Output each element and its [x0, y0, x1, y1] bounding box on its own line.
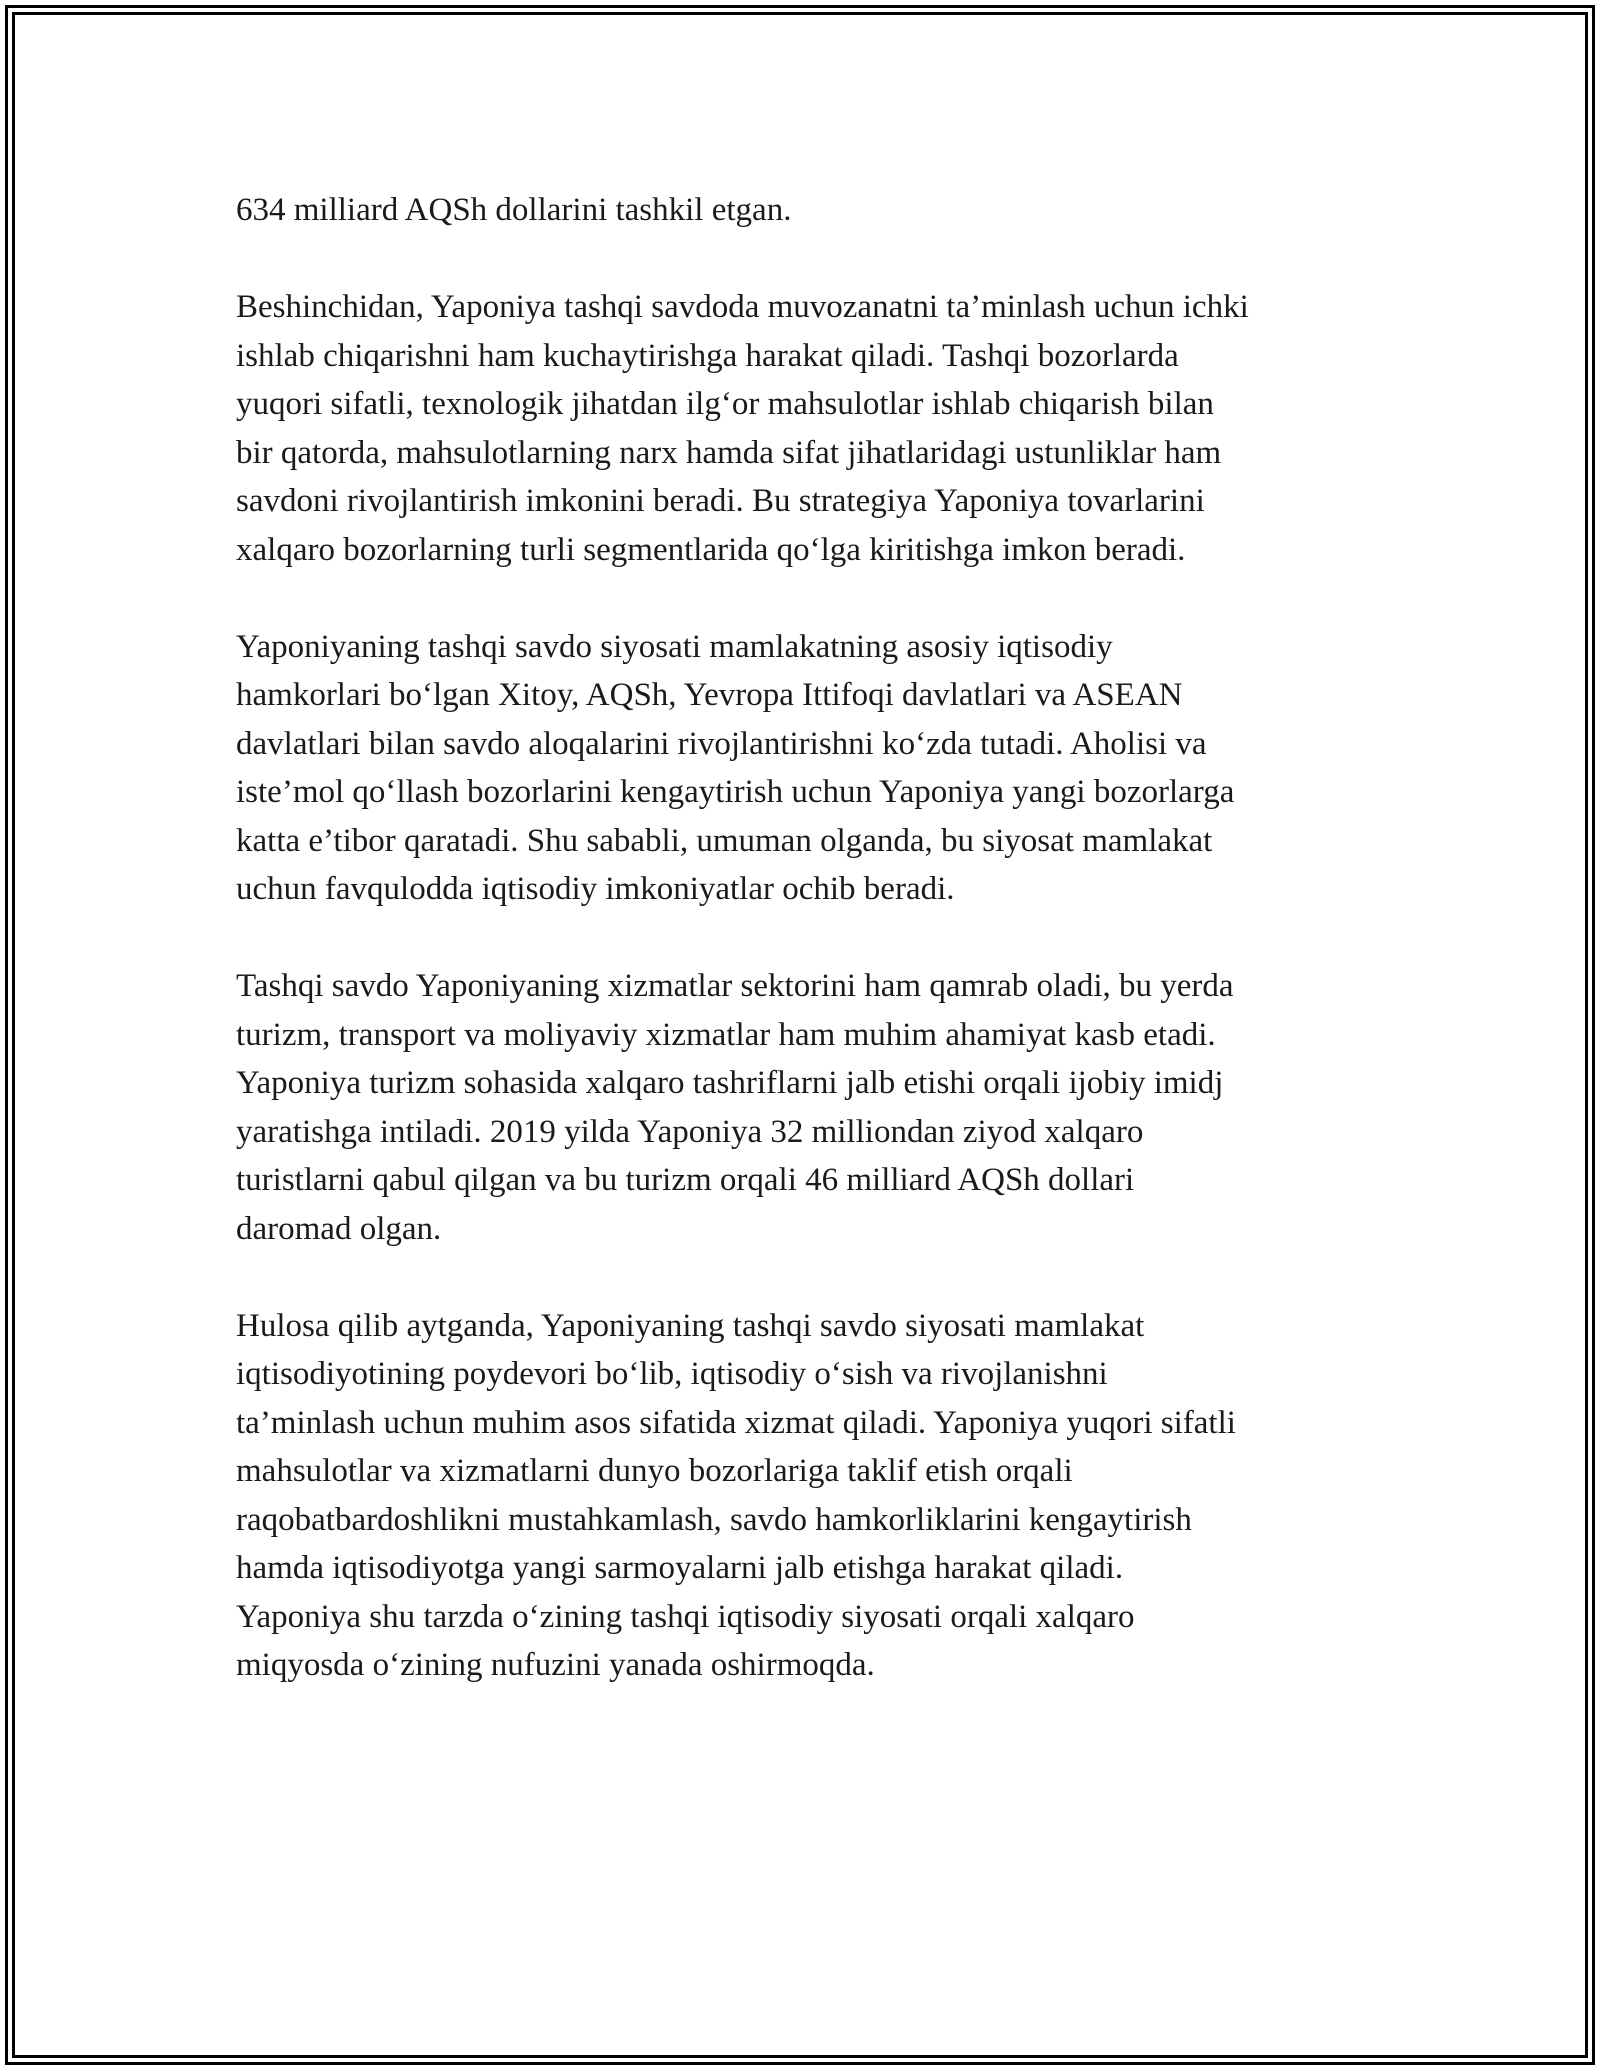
paragraph-1 [236, 186, 1376, 235]
text-line: turistlarni qabul qilgan va bu turizm orqali 46 milliard AQSh dollari [236, 1162, 1135, 1198]
text-line: Beshinchidan, Yaponiya tashqi savdoda muvozanatni ta’minlash uchun ichki [236, 289, 1249, 325]
text-line: iste’mol qo‘llash bozorlarini kengaytirish uchun Yaponiya yangi bozorlarga [236, 774, 1235, 810]
text-line: yaratishga intiladi. 2019 yilda Yaponiya 32 milliondan ziyod xalqaro [236, 1113, 1144, 1150]
text-line: uchun favqulodda iqtisodiy imkoniyatlar ochib beradi. [236, 871, 955, 907]
text-line: raqobatbardoshlikni mustahkamlash, savdo hamkorliklarini kengaytirish [236, 1501, 1192, 1538]
text-line: savdoni rivojlantirish imkonini beradi. Bu strategiya Yaponiya tovarlarini [236, 483, 1205, 519]
text-line: davlatlari bilan savdo aloqalarini rivojlantirishni ko‘zda tutadi. Aholisi va [236, 725, 1207, 762]
text-line: turizm, transport va moliyaviy xizmatlar ham muhim ahamiyat kasb etadi. [236, 1016, 1216, 1053]
text-line: Yaponiya shu tarzda o‘zining tashqi iqtisodiy siyosati orqali xalqaro [236, 1598, 1135, 1635]
text-line: yuqori sifatli, texnologik jihatdan ilg‘or mahsulotlar ishlab chiqarish bilan [236, 386, 1214, 422]
paragraph-3 [236, 623, 1376, 914]
text-line: miqyosda o‘zining nufuzini yanada oshirmoqda. [236, 1647, 875, 1683]
text-line: daromad olgan. [236, 1210, 442, 1247]
paragraph-2 [236, 283, 1376, 574]
text-line: 634 milliard AQSh dollarini tashkil etgan. [236, 192, 792, 228]
text-line: Yaponiyaning tashqi savdo siyosati mamlakatning asosiy iqtisodiy [236, 628, 1113, 665]
text-line: Hulosa qilib aytganda, Yaponiyaning tashqi savdo siyosati mamlakat [236, 1307, 1145, 1344]
text-line: hamkorlari bo‘lgan Xitoy, AQSh, Yevropa Ittifoqi davlatlari va ASEAN [236, 677, 1183, 713]
text-line: mahsulotlar va xizmatlarni dunyo bozorlariga taklif etish orqali [236, 1453, 1073, 1489]
document-body [236, 186, 1376, 1738]
text-line: bir qatorda, mahsulotlarning narx hamda sifat jihatlaridagi ustunliklar ham [236, 434, 1222, 471]
text-line: xalqaro bozorlarning turli segmentlarida qo‘lga kiritishga imkon beradi. [236, 531, 1186, 568]
text-line: ishlab chiqarishni ham kuchaytirishga harakat qiladi. Tashqi bozorlarda [236, 337, 1179, 374]
text-line: ta’minlash uchun muhim asos sifatida xizmat qiladi. Yaponiya yuqori sifatli [236, 1404, 1236, 1441]
text-line: Tashqi savdo Yaponiyaning xizmatlar sektorini ham qamrab oladi, bu yerda [236, 968, 1234, 1004]
text-line: iqtisodiyotining poydevori bo‘lib, iqtisodiy o‘sish va rivojlanishni [236, 1356, 1108, 1392]
text-line: katta e’tibor qaratadi. Shu sababli, umuman olganda, bu siyosat mamlakat [236, 822, 1213, 859]
paragraph-4 [236, 962, 1376, 1253]
paragraph-5 [236, 1302, 1376, 1690]
text-line: Yaponiya turizm sohasida xalqaro tashriflarni jalb etishi orqali ijobiy imidj [236, 1065, 1224, 1101]
text-line: hamda iqtisodiyotga yangi sarmoyalarni jalb etishga harakat qiladi. [236, 1550, 1124, 1586]
